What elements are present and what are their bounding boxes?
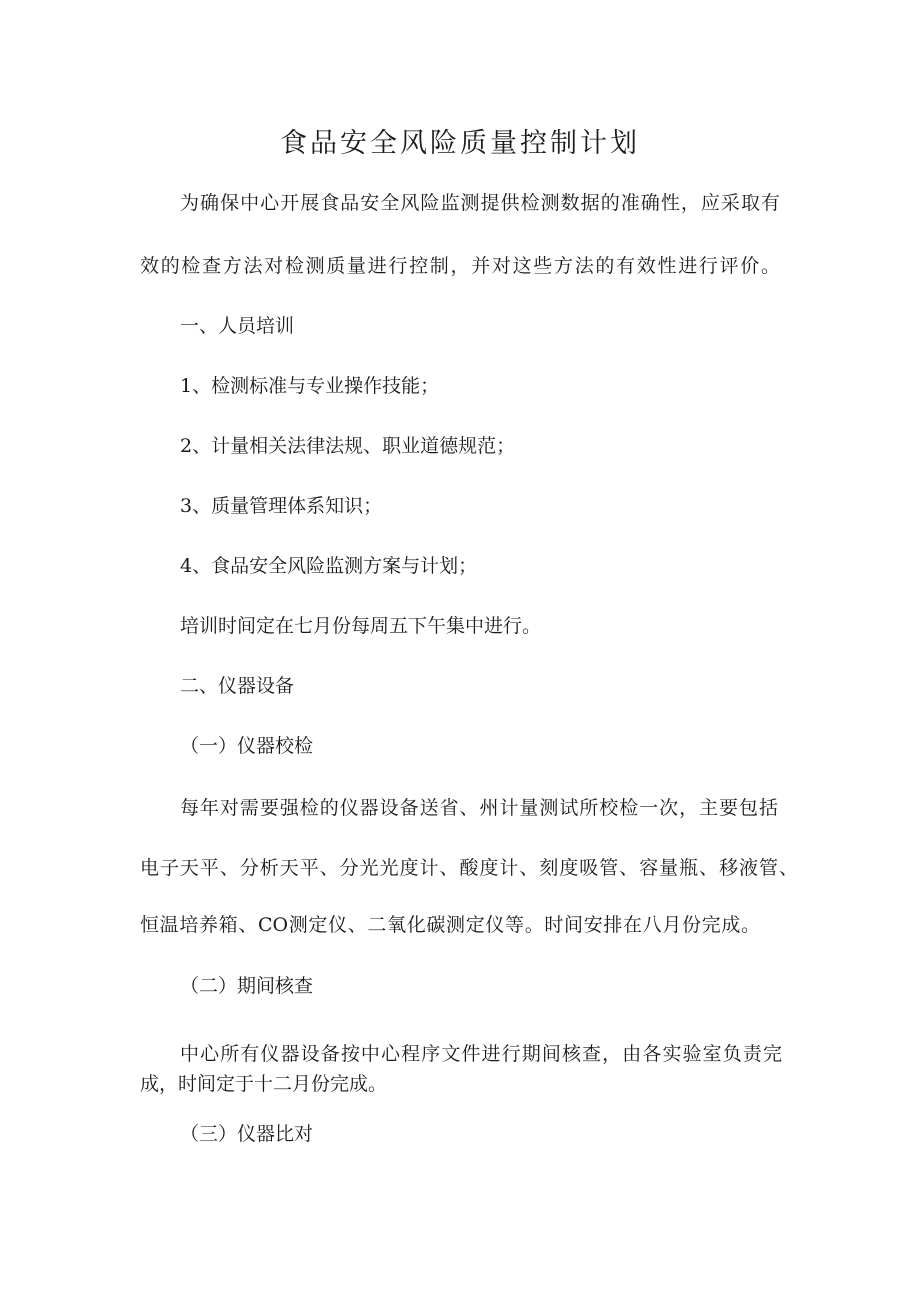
document-title: 食品安全风险质量控制计划	[280, 128, 640, 159]
subsection-heading-instrument-comparison: （三）仪器比对	[180, 1123, 314, 1145]
paragraph-line-period-check-1: 中心所有仪器设备按中心程序文件进行期间核查，由各实验室负责完	[180, 1043, 782, 1065]
paragraph-line-intro-2: 效的检查方法对检测质量进行控制，并对这些方法的有效性进行评价。	[140, 255, 780, 277]
list-item-training-2: 2、计量相关法律法规、职业道德规范；	[180, 435, 516, 457]
list-item-training-3: 3、质量管理体系知识；	[180, 495, 383, 517]
paragraph-training-schedule: 培训时间定在七月份每周五下午集中进行。	[180, 615, 542, 637]
list-item-training-4: 4、食品安全风险监测方案与计划；	[180, 555, 478, 577]
section-heading-personnel-training: 一、人员培训	[180, 315, 295, 337]
subsection-heading-calibration: （一）仪器校检	[180, 735, 314, 757]
subsection-heading-period-check: （二）期间核查	[180, 975, 314, 997]
paragraph-line-calibration-2: 电子天平、分析天平、分光光度计、酸度计、刻度吸管、容量瓶、移液管、	[140, 857, 798, 879]
list-item-training-1: 1、检测标准与专业操作技能；	[180, 375, 440, 397]
paragraph-line-intro-1: 为确保中心开展食品安全风险监测提供检测数据的准确性，应采取有	[180, 192, 780, 214]
paragraph-line-calibration-3: 恒温培养箱、CO测定仪、二氧化碳测定仪等。时间安排在八月份完成。	[140, 914, 760, 936]
paragraph-line-period-check-2: 成，时间定于十二月份完成。	[140, 1073, 388, 1095]
section-heading-equipment: 二、仪器设备	[180, 675, 295, 697]
paragraph-line-calibration-1: 每年对需要强检的仪器设备送省、州计量测试所校检一次，主要包括	[180, 797, 778, 819]
